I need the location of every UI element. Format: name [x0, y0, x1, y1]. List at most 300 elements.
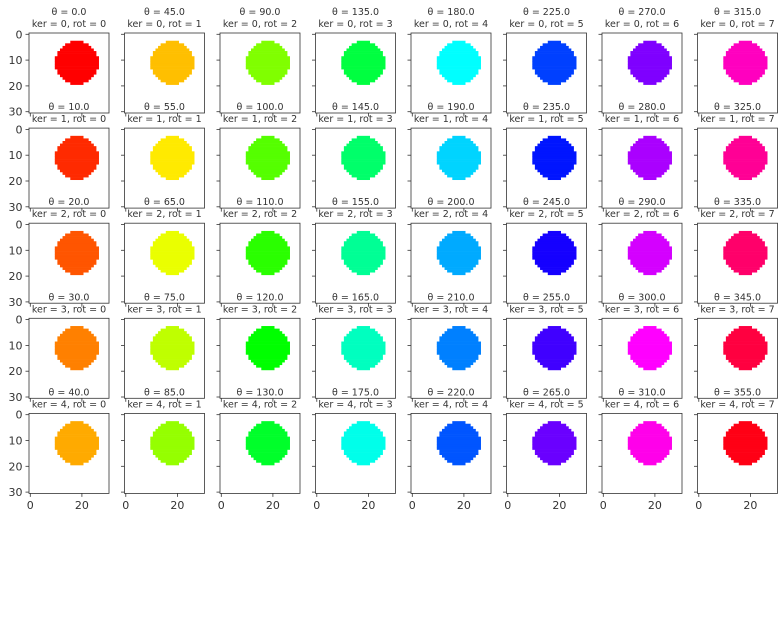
disk-pixel-row: [150, 246, 194, 249]
disk-pixel-row: [630, 339, 669, 342]
disk-pixel-row: [158, 236, 187, 239]
disk-pixel-row: [633, 455, 667, 458]
disk-pixel-row: [57, 69, 96, 72]
disk-pixel-row: [628, 437, 672, 440]
disk-pixel-row: [352, 329, 376, 332]
disk-pixel-row: [57, 259, 96, 262]
disk-pixel-row: [341, 156, 385, 159]
disk-pixel-row: [633, 48, 667, 51]
disk-pixel-row: [55, 154, 99, 157]
disk-pixel-row: [153, 336, 192, 339]
disk-pixel-row: [150, 156, 194, 159]
disk-pixel-row: [153, 167, 192, 170]
y-tick-label: 20: [8, 365, 23, 379]
disk-pixel-row: [63, 426, 92, 429]
x-tick-label: 0: [217, 498, 225, 512]
disk-pixel-row: [346, 169, 380, 172]
disk-pixel-row: [452, 177, 465, 180]
disk-pixel-row: [246, 252, 290, 255]
disk-pixel-row: [532, 252, 576, 255]
disk-pixel-row: [57, 357, 96, 360]
disk-pixel-row: [256, 175, 280, 178]
disk-pixel-row: [437, 59, 481, 62]
disk-pixel-row: [248, 149, 287, 152]
disk-pixel-row: [442, 264, 476, 267]
panel: [599, 102, 683, 212]
panel-title-theta: θ = 315.0: [713, 7, 762, 18]
disk-pixel-row: [532, 159, 576, 162]
panel: [694, 102, 778, 212]
disk-pixel-row: [723, 252, 767, 255]
disk-pixel-row: [63, 362, 92, 365]
disk-pixel-row: [734, 138, 758, 141]
disk-pixel-row: [638, 175, 662, 178]
y-tick-label: 30: [8, 200, 23, 214]
disk-pixel-row: [638, 43, 662, 46]
panel-title-theta: θ = 220.0: [427, 387, 475, 399]
disk-pixel-row: [344, 69, 383, 72]
y-tick-label: 10: [8, 244, 23, 258]
disk-pixel-row: [630, 262, 669, 265]
disk-pixel-row: [726, 262, 765, 265]
disk-pixel-row: [150, 252, 194, 255]
disk-pixel-row: [739, 326, 752, 329]
panel: [408, 387, 492, 512]
panel-title-theta: θ = 55.0: [144, 102, 185, 114]
disk-pixel-row: [57, 434, 96, 437]
disk-pixel-row: [535, 51, 574, 54]
panel-title-theta: θ = 190.0: [427, 102, 475, 114]
disk-pixel-row: [540, 267, 569, 270]
disk-pixel-row: [452, 367, 465, 370]
disk-pixel-row: [352, 270, 376, 273]
disk-pixel-row: [150, 151, 194, 154]
disk-pixel-row: [437, 347, 481, 350]
disk-pixel-row: [726, 72, 765, 75]
disk-pixel-row: [153, 431, 192, 434]
disk-pixel-row: [155, 144, 189, 147]
disk-pixel-row: [630, 434, 669, 437]
disk-pixel-row: [251, 48, 285, 51]
x-tick-label: 20: [647, 498, 662, 512]
disk-pixel-row: [246, 439, 290, 442]
disk-pixel-row: [70, 462, 83, 465]
disk-pixel-row: [636, 362, 665, 365]
disk-pixel-row: [349, 267, 378, 270]
disk-pixel-row: [150, 159, 194, 162]
disk-pixel-row: [628, 151, 672, 154]
disk-pixel-row: [452, 326, 465, 329]
disk-pixel-row: [739, 421, 752, 424]
disk-pixel-row: [548, 231, 561, 234]
disk-pixel-row: [158, 331, 187, 334]
disk-pixel-row: [628, 159, 672, 162]
disk-pixel-row: [532, 56, 576, 59]
disk-pixel-row: [723, 64, 767, 67]
disk-pixel-row: [726, 69, 765, 72]
disk-pixel-row: [65, 365, 89, 368]
disk-pixel-row: [638, 365, 662, 368]
disk-pixel-row: [731, 77, 760, 80]
disk-pixel-row: [439, 69, 478, 72]
disk-pixel-row: [739, 41, 752, 44]
x-tick-label: 20: [361, 498, 376, 512]
disk-pixel-row: [261, 367, 274, 370]
x-tick-label: 0: [313, 498, 321, 512]
disk-pixel-row: [344, 357, 383, 360]
panel-title-ker-rot: ker = 3, rot = 5: [509, 304, 584, 316]
disk-pixel-row: [643, 231, 656, 234]
disk-pixel-row: [437, 437, 481, 440]
disk-pixel-row: [630, 164, 669, 167]
disk-pixel-row: [70, 326, 83, 329]
disk-pixel-row: [439, 72, 478, 75]
disk-pixel-row: [158, 267, 187, 270]
disk-pixel-row: [726, 450, 765, 453]
disk-pixel-row: [248, 69, 287, 72]
disk-pixel-row: [357, 231, 370, 234]
disk-pixel-row: [349, 46, 378, 49]
disk-pixel-row: [150, 349, 194, 352]
disk-pixel-row: [734, 329, 758, 332]
panel-title-theta: θ = 155.0: [331, 197, 380, 209]
panel: [217, 197, 301, 307]
disk-pixel-row: [643, 367, 656, 370]
disk-pixel-row: [437, 154, 481, 157]
disk-pixel-row: [254, 426, 283, 429]
disk-pixel-row: [537, 48, 571, 51]
disk-pixel-row: [439, 339, 478, 342]
disk-pixel-row: [256, 424, 280, 427]
disk-pixel-row: [439, 431, 478, 434]
disk-pixel-row: [532, 442, 576, 445]
disk-pixel-row: [55, 347, 99, 350]
panel: [121, 7, 205, 117]
disk-pixel-row: [256, 79, 280, 82]
panel: [9, 387, 110, 512]
disk-pixel-row: [731, 331, 760, 334]
panel-title-ker-rot: ker = 3, rot = 0: [31, 304, 107, 316]
disk-pixel-row: [60, 360, 94, 363]
disk-pixel-row: [161, 138, 185, 141]
disk-pixel-row: [251, 74, 285, 77]
disk-pixel-row: [439, 146, 478, 149]
panel-title-ker-rot: ker = 3, rot = 3: [318, 304, 393, 316]
disk-pixel-row: [248, 262, 287, 265]
panel: [312, 387, 396, 512]
disk-pixel-row: [246, 159, 290, 162]
disk-pixel-row: [158, 141, 187, 144]
disk-pixel-row: [57, 72, 96, 75]
panel-title-ker-rot: ker = 4, rot = 7: [700, 399, 775, 411]
disk-pixel-row: [248, 339, 287, 342]
disk-pixel-row: [723, 439, 767, 442]
disk-pixel-row: [452, 421, 465, 424]
disk-pixel-row: [540, 46, 569, 49]
disk-pixel-row: [643, 82, 656, 85]
disk-pixel-row: [254, 457, 283, 460]
disk-pixel-row: [643, 41, 656, 44]
disk-pixel-row: [447, 270, 471, 273]
panel: [408, 197, 492, 307]
disk-pixel-row: [535, 244, 574, 247]
disk-pixel-row: [447, 43, 471, 46]
disk-pixel-row: [65, 329, 89, 332]
y-tick-label: 10: [8, 434, 23, 448]
disk-pixel-row: [437, 56, 481, 59]
disk-pixel-row: [341, 437, 385, 440]
disk-pixel-row: [341, 352, 385, 355]
disk-pixel-row: [57, 164, 96, 167]
disk-pixel-row: [161, 79, 185, 82]
disk-pixel-row: [349, 77, 378, 80]
panel-title-theta: θ = 75.0: [144, 292, 185, 304]
disk-pixel-row: [357, 326, 370, 329]
disk-pixel-row: [55, 442, 99, 445]
disk-pixel-row: [341, 246, 385, 249]
disk-pixel-row: [439, 452, 478, 455]
disk-pixel-row: [437, 64, 481, 67]
disk-pixel-row: [55, 349, 99, 352]
disk-pixel-row: [57, 431, 96, 434]
disk-pixel-row: [55, 151, 99, 154]
panel-title-theta: θ = 200.0: [427, 197, 475, 209]
disk-pixel-row: [726, 146, 765, 149]
disk-pixel-row: [246, 151, 290, 154]
disk-pixel-row: [166, 462, 179, 465]
panel-title-theta: θ = 130.0: [236, 387, 284, 399]
disk-pixel-row: [630, 51, 669, 54]
disk-pixel-row: [532, 246, 576, 249]
disk-pixel-row: [628, 67, 672, 70]
disk-pixel-row: [630, 450, 669, 453]
disk-pixel-row: [251, 264, 285, 267]
disk-pixel-row: [734, 365, 758, 368]
disk-pixel-row: [60, 455, 94, 458]
disk-pixel-row: [532, 67, 576, 70]
disk-pixel-row: [251, 429, 285, 432]
disk-pixel-row: [346, 48, 380, 51]
disk-pixel-row: [344, 339, 383, 342]
disk-pixel-row: [739, 231, 752, 234]
disk-pixel-row: [628, 344, 672, 347]
disk-pixel-row: [723, 444, 767, 447]
panel-title-ker-rot: ker = 4, rot = 1: [127, 399, 202, 411]
disk-pixel-row: [540, 172, 569, 175]
disk-pixel-row: [352, 79, 376, 82]
panel-title-ker-rot: ker = 0, rot = 5: [509, 19, 584, 30]
disk-pixel-row: [254, 172, 283, 175]
disk-pixel-row: [723, 61, 767, 64]
panel-title-theta: θ = 90.0: [239, 7, 281, 18]
disk-pixel-row: [341, 252, 385, 255]
disk-pixel-row: [447, 175, 471, 178]
disk-pixel-row: [548, 462, 561, 465]
disk-pixel-row: [630, 336, 669, 339]
disk-pixel-row: [55, 447, 99, 450]
disk-pixel-row: [57, 452, 96, 455]
disk-pixel-row: [734, 234, 758, 237]
panel-title-theta: θ = 110.0: [236, 197, 284, 209]
disk-pixel-row: [628, 349, 672, 352]
y-tick-label: 30: [8, 486, 23, 500]
disk-pixel-row: [628, 444, 672, 447]
disk-pixel-row: [543, 424, 567, 427]
disk-pixel-row: [153, 72, 192, 75]
disk-pixel-row: [628, 257, 672, 260]
panel-title-theta: θ = 20.0: [48, 197, 90, 209]
panel: [121, 102, 205, 212]
disk-pixel-row: [70, 177, 83, 180]
disk-pixel-row: [155, 169, 189, 172]
disk-pixel-row: [437, 447, 481, 450]
disk-pixel-row: [261, 326, 274, 329]
disk-pixel-row: [731, 426, 760, 429]
disk-pixel-row: [150, 447, 194, 450]
disk-pixel-row: [55, 64, 99, 67]
disk-pixel-row: [63, 331, 92, 334]
disk-pixel-row: [153, 354, 192, 357]
disk-pixel-row: [728, 264, 762, 267]
panel-title-ker-rot: ker = 1, rot = 1: [127, 114, 202, 126]
disk-pixel-row: [155, 264, 189, 267]
disk-pixel-row: [723, 151, 767, 154]
panel: [217, 387, 301, 512]
panel-title-ker-rot: ker = 4, rot = 5: [509, 399, 584, 411]
disk-pixel-row: [55, 252, 99, 255]
x-tick-label: 20: [74, 498, 89, 512]
disk-pixel-row: [246, 342, 290, 345]
disk-pixel-row: [155, 334, 189, 337]
panel: [408, 292, 492, 402]
panel-title-theta: θ = 265.0: [522, 387, 571, 399]
panel-title-ker-rot: ker = 2, rot = 3: [318, 209, 393, 221]
disk-pixel-row: [726, 241, 765, 244]
disk-pixel-row: [723, 56, 767, 59]
disk-pixel-row: [638, 234, 662, 237]
disk-pixel-row: [256, 43, 280, 46]
disk-pixel-row: [535, 146, 574, 149]
disk-pixel-row: [726, 167, 765, 170]
x-tick-label: 0: [599, 498, 607, 512]
disk-pixel-row: [65, 43, 89, 46]
disk-pixel-row: [439, 259, 478, 262]
disk-pixel-row: [628, 246, 672, 249]
disk-pixel-row: [723, 257, 767, 260]
disk-pixel-row: [535, 339, 574, 342]
disk-pixel-row: [439, 54, 478, 57]
disk-pixel-row: [535, 69, 574, 72]
disk-pixel-row: [643, 462, 656, 465]
panel-title-ker-rot: ker = 4, rot = 2: [222, 399, 298, 411]
disk-pixel-row: [535, 452, 574, 455]
panel-title-ker-rot: ker = 3, rot = 2: [222, 304, 298, 316]
disk-pixel-row: [246, 154, 290, 157]
disk-pixel-row: [60, 334, 94, 337]
y-tick-label: 30: [8, 105, 23, 119]
x-tick-label: 0: [408, 498, 416, 512]
disk-pixel-row: [158, 426, 187, 429]
disk-pixel-row: [630, 72, 669, 75]
panel-title-theta: θ = 290.0: [618, 197, 666, 209]
disk-pixel-row: [537, 74, 571, 77]
disk-pixel-row: [726, 54, 765, 57]
disk-pixel-row: [55, 159, 99, 162]
disk-pixel-row: [248, 164, 287, 167]
disk-pixel-row: [341, 254, 385, 257]
disk-pixel-row: [261, 421, 274, 424]
disk-pixel-row: [532, 249, 576, 252]
disk-pixel-row: [251, 239, 285, 242]
disk-pixel-row: [341, 447, 385, 450]
disk-pixel-row: [723, 342, 767, 345]
disk-pixel-row: [150, 249, 194, 252]
disk-pixel-row: [731, 172, 760, 175]
panel-title-ker-rot: ker = 4, rot = 3: [318, 399, 393, 411]
disk-pixel-row: [452, 136, 465, 139]
disk-pixel-row: [357, 367, 370, 370]
disk-pixel-row: [437, 342, 481, 345]
disk-pixel-row: [447, 138, 471, 141]
disk-pixel-row: [55, 249, 99, 252]
disk-pixel-row: [65, 175, 89, 178]
panel: [599, 7, 683, 117]
disk-pixel-row: [439, 434, 478, 437]
disk-pixel-row: [55, 437, 99, 440]
disk-pixel-row: [153, 51, 192, 54]
disk-pixel-row: [723, 154, 767, 157]
disk-pixel-row: [535, 54, 574, 57]
disk-pixel-row: [261, 82, 274, 85]
disk-pixel-row: [723, 67, 767, 70]
disk-pixel-row: [60, 264, 94, 267]
disk-pixel-row: [630, 354, 669, 357]
disk-pixel-row: [70, 82, 83, 85]
disk-pixel-row: [341, 344, 385, 347]
disk-pixel-row: [535, 354, 574, 357]
disk-pixel-row: [723, 246, 767, 249]
y-tick-label: 0: [15, 123, 23, 137]
disk-pixel-row: [63, 457, 92, 460]
disk-pixel-row: [726, 339, 765, 342]
panel: [312, 7, 396, 117]
disk-pixel-row: [548, 326, 561, 329]
disk-pixel-row: [65, 234, 89, 237]
disk-pixel-row: [150, 437, 194, 440]
disk-pixel-row: [248, 434, 287, 437]
disk-pixel-row: [261, 462, 274, 465]
disk-pixel-row: [636, 267, 665, 270]
disk-pixel-row: [153, 452, 192, 455]
disk-pixel-row: [60, 144, 94, 147]
disk-pixel-row: [723, 249, 767, 252]
disk-pixel-row: [150, 347, 194, 350]
disk-pixel-row: [150, 442, 194, 445]
disk-pixel-row: [344, 51, 383, 54]
disk-pixel-row: [630, 431, 669, 434]
disk-pixel-row: [540, 236, 569, 239]
disk-pixel-row: [439, 164, 478, 167]
disk-pixel-row: [439, 241, 478, 244]
y-tick-label: 0: [15, 28, 23, 42]
disk-pixel-row: [543, 329, 567, 332]
disk-pixel-row: [246, 61, 290, 64]
panel-title-ker-rot: ker = 4, rot = 6: [604, 399, 680, 411]
disk-pixel-row: [447, 79, 471, 82]
panel-title-ker-rot: ker = 0, rot = 4: [413, 19, 489, 30]
disk-pixel-row: [532, 59, 576, 62]
x-tick-label: 0: [26, 498, 34, 512]
